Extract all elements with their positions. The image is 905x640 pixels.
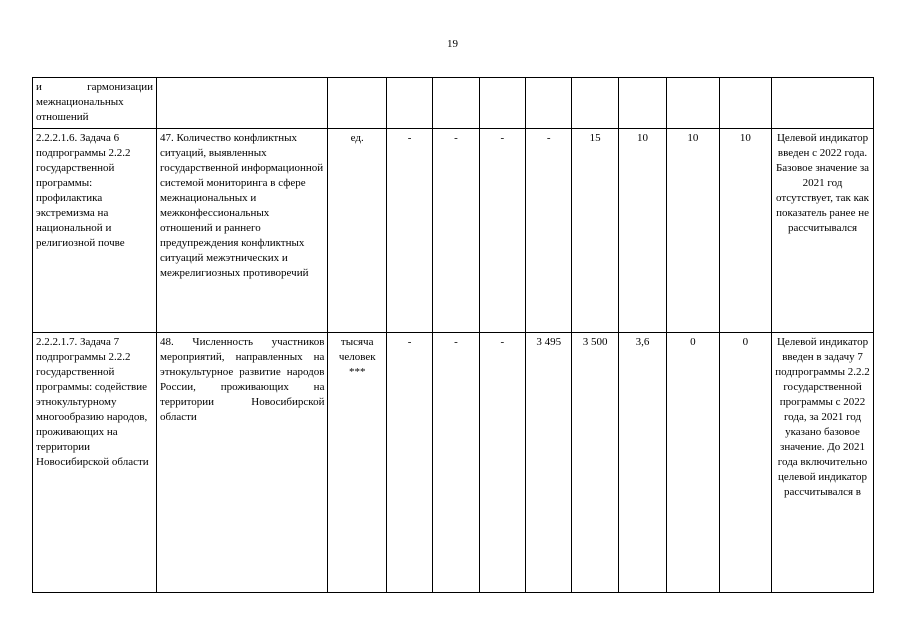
value-cell: -: [433, 333, 479, 593]
value-cell: -: [526, 129, 572, 333]
value-cell: 15: [572, 129, 618, 333]
value-cell: 10: [667, 129, 719, 333]
indicator-cell: [157, 78, 328, 129]
value-cell: -: [386, 333, 432, 593]
value-cell: 3 500: [572, 333, 618, 593]
unit-cell: ед.: [328, 129, 386, 333]
value-cell: [667, 78, 719, 129]
unit-cell: [328, 78, 386, 129]
indicators-table: [32, 77, 874, 593]
note-cell: Целевой индикатор введен в задачу 7 подпрограммы 2.2.2 государственной программы с 2022 года, за 2021 год указано базовое значение. До 2021 года включительно целевой индикатор рассчитывался в: [772, 333, 874, 593]
unit-cell: тысяча человек ***: [328, 333, 386, 593]
value-cell: [386, 78, 432, 129]
task-cell: и гармонизации межнациональных отношений: [33, 78, 157, 129]
value-cell: 10: [719, 129, 771, 333]
indicator-cell: 47. Количество конфликтных ситуаций, выявленных государственной информационной системой мониторинга в сфере межнациональных и межконфессиональных отношений и раннего предупреждения конфликтных ситуаций межэтнических и межрелигиозных противоречий: [157, 129, 328, 333]
task-cell: 2.2.2.1.6. Задача 6 подпрограммы 2.2.2 государственной программы: профилактика экстремизма на национальной и религиозной почве: [33, 129, 157, 333]
value-cell: 10: [618, 129, 666, 333]
value-cell: [719, 78, 771, 129]
page-number: 19: [447, 38, 458, 50]
value-cell: -: [386, 129, 432, 333]
table-row: [33, 78, 874, 129]
value-cell: -: [479, 333, 525, 593]
value-cell: [479, 78, 525, 129]
value-cell: [618, 78, 666, 129]
value-cell: -: [479, 129, 525, 333]
value-cell: 0: [719, 333, 771, 593]
table-row: [33, 129, 874, 333]
value-cell: [433, 78, 479, 129]
value-cell: 3 495: [526, 333, 572, 593]
value-cell: [526, 78, 572, 129]
note-cell: [772, 78, 874, 129]
value-cell: -: [433, 129, 479, 333]
value-cell: 3,6: [618, 333, 666, 593]
indicator-cell: 48. Численность участников мероприятий, направленных на этнокультурное развитие народов России, проживающих на территории Новосибирской области: [157, 333, 328, 593]
note-cell: Целевой индикатор введен с 2022 года. Базовое значение за 2021 год отсутствует, так как показатель ранее не рассчитывался: [772, 129, 874, 333]
task-cell: 2.2.2.1.7. Задача 7 подпрограммы 2.2.2 государственной программы: содействие этнокультурному многообразию народов, проживающих на территории Новосибирской области: [33, 333, 157, 593]
value-cell: [572, 78, 618, 129]
value-cell: 0: [667, 333, 719, 593]
table-row: [33, 333, 874, 593]
